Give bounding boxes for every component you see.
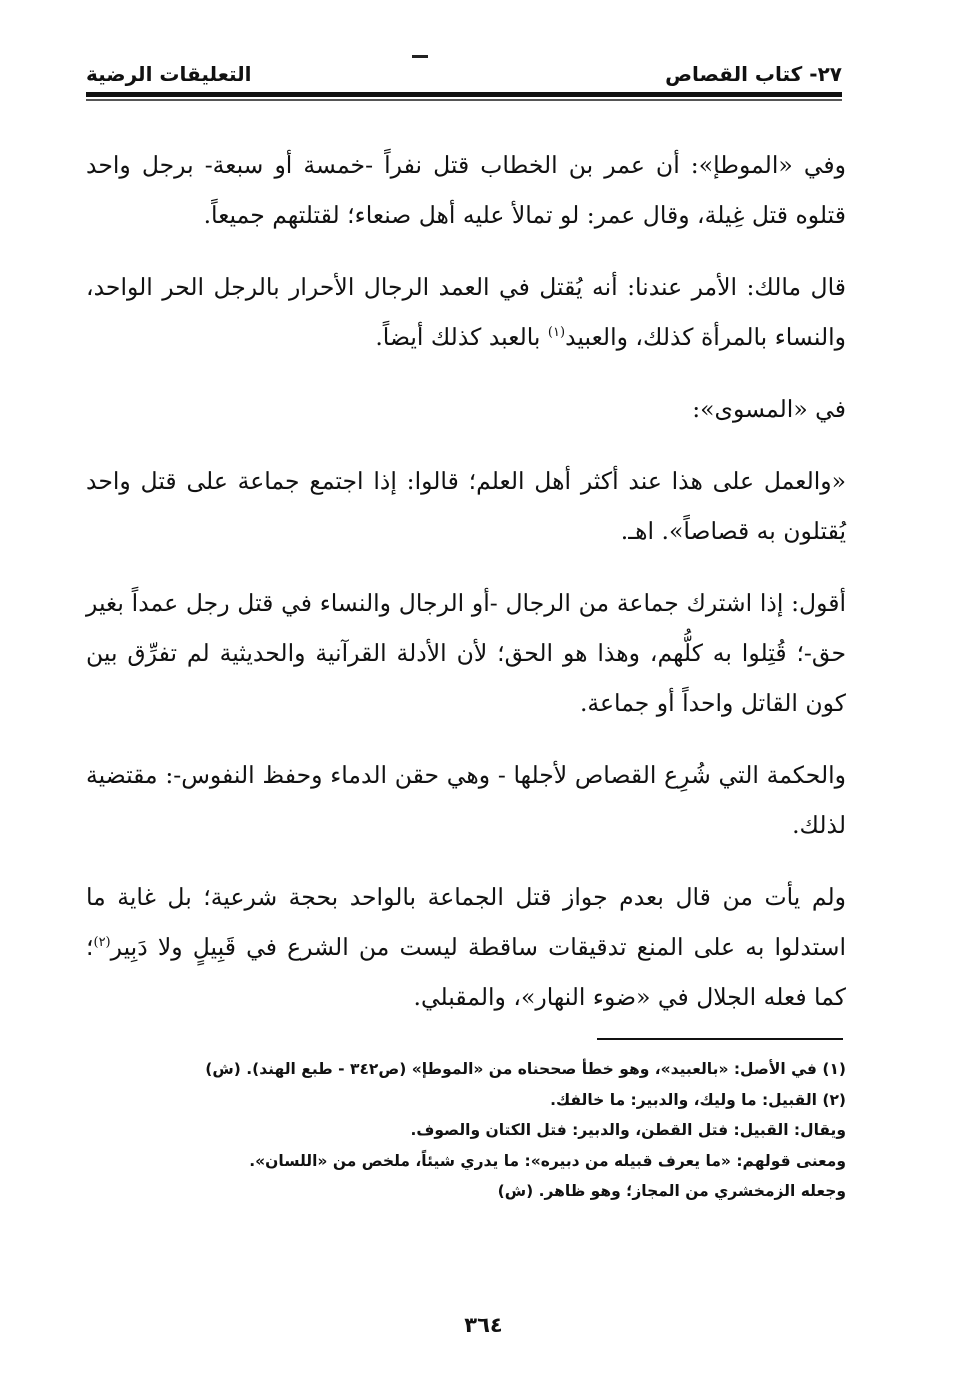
book-title: التعليقات الرضية: [86, 62, 252, 86]
paragraph-hikma: والحكمة التي شُرِع القصاص لأجلها - وهي حقن الدماء وحفظ النفوس-: مقتضية لذلك.: [86, 761, 846, 839]
page-number: ٣٦٤: [464, 1313, 503, 1337]
footnotes: [110, 1054, 846, 1207]
header-rule-thin: [86, 99, 842, 101]
paragraph-lam-yati-text: ولم يأت من قال بعدم جواز قتل الجماعة بالواحد بحجة شرعية؛ بل غاية ما استدلوا به على المنع تدقيقات ساقطة ليست من الشرع في قَبِيلٍ ولا دَبِير: [86, 883, 846, 961]
paragraph-malik-tail: بالعبد كذلك أيضاً.: [375, 323, 548, 351]
header-rule: [86, 92, 842, 97]
paragraph-lam-yati: [86, 872, 846, 1022]
chapter-title: ٢٧- كتاب القصاص: [665, 62, 842, 86]
paragraph-muwatta: وفي «الموطإ»: أن عمر بن الخطاب قتل نفراً -خمسة أو سبعة- برجل واحد قتلوه قتل غِيلة، وقال عمر: لو تمالأ عليه أهل صنعاء؛ لقتلتهم جميعاً.: [86, 151, 846, 229]
footnote-ref-1[interactable]: (١): [547, 325, 566, 341]
paragraph-malik: [86, 262, 846, 362]
paragraph-lam-yati-tail: ؛ كما فعله الجلال في «ضوء النهار»، والمقبلي.: [86, 933, 846, 1011]
paragraph-malik-text: قال مالك: الأمر عندنا: أنه يُقتل في العمد الرجال الأحرار بالرجل الحر الواحد، والنساء بالمرأة كذلك، والعبيد: [86, 273, 846, 351]
footnote-1: (١) في الأصل: «بالعبيد»، وهو خطأ صححناه من «الموطإ» (ص٣٤٢ - طبع الهند). (ش): [205, 1060, 846, 1078]
footnote-2-cont-2: ومعنى قولهم: «ما يعرف قبيله من دبيره»: ما يدري شيئاً، ملخص من «اللسان».: [249, 1151, 846, 1170]
footnote-2: (٢) القبيل: ما وليك، والدبير: ما خالفك.: [550, 1090, 846, 1109]
running-header: [86, 58, 842, 92]
footnote-separator: [597, 1038, 843, 1040]
footnote-ref-2[interactable]: (٢): [93, 935, 111, 951]
footnote-2-cont-1: ويقال: القبيل: فتل القطن، والدبير: فتل الكتان والصوف.: [410, 1121, 846, 1139]
paragraph-musawwa-heading: في «المسوى»:: [692, 395, 846, 423]
main-text: [86, 140, 846, 1044]
footnote-2-cont-3: وجعله الزمخشري من المجاز؛ وهو ظاهر. (ش): [497, 1182, 846, 1200]
paragraph-aqulu: أقول: إذا اشترك جماعة من الرجال -أو الرجال والنساء في قتل رجل عمداً بغير حق-؛ قُتِلوا به كلُّهم، وهذا هو الحق؛ لأن الأدلة القرآنية والحديثية لم تفرِّق بين كون القاتل واحداً أو جماعة.: [86, 589, 846, 717]
paragraph-musawwa-quote: «والعمل على هذا عند أكثر أهل العلم؛ قالوا: إذا اجتمع جماعة على قتل واحد يُقتلون به قصاصاً». اهـ.: [86, 467, 846, 545]
